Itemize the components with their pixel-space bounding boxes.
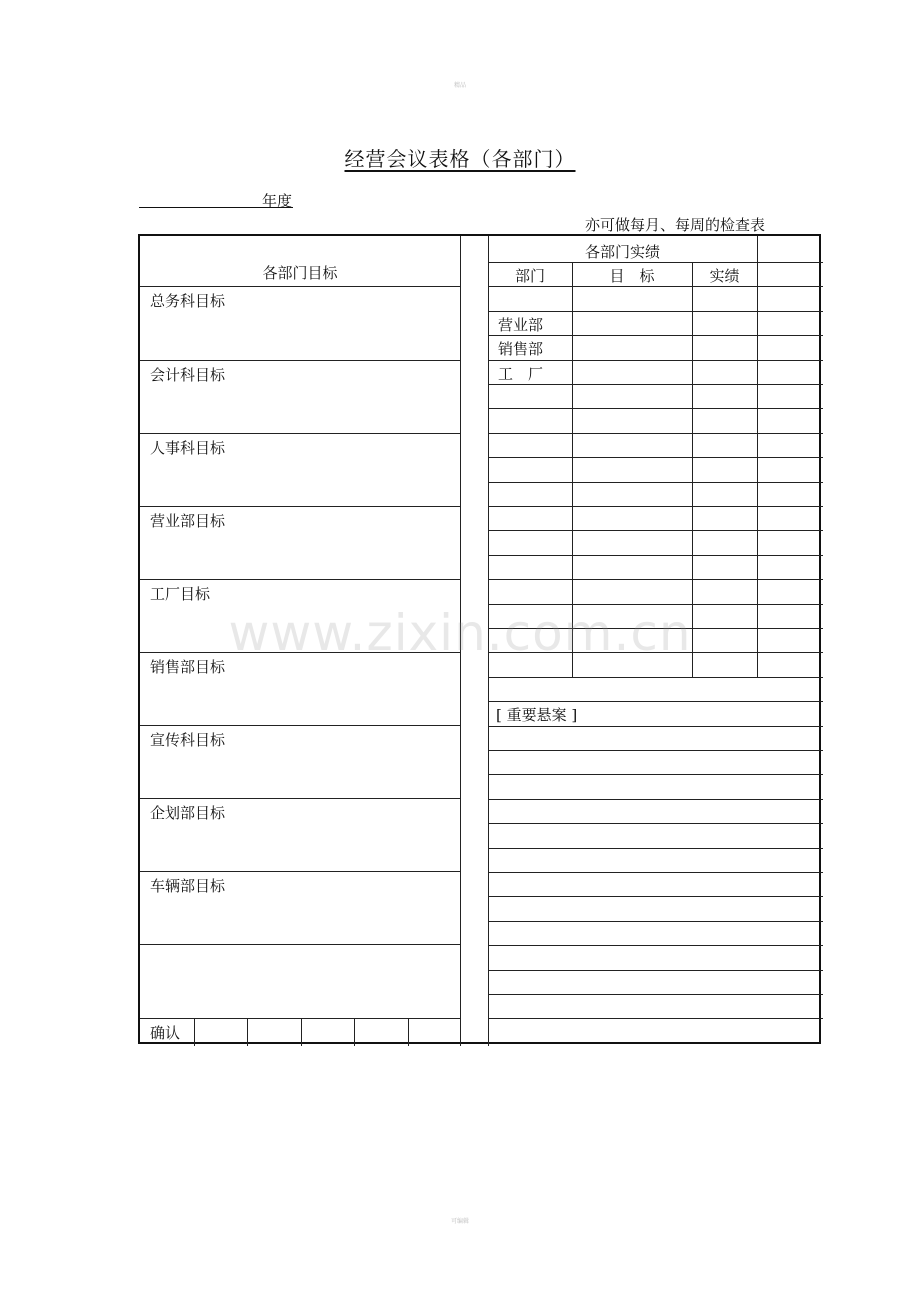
issue-line[interactable] <box>488 848 823 872</box>
results-cell[interactable] <box>572 408 692 433</box>
confirm-signature-cell[interactable] <box>194 1018 247 1046</box>
dept-row-label: 销售部 <box>498 340 544 358</box>
issue-line[interactable] <box>488 872 823 896</box>
confirm-label: 确认 <box>150 1024 181 1042</box>
results-cell[interactable] <box>488 579 572 604</box>
results-cell[interactable] <box>692 360 757 384</box>
issue-line[interactable] <box>488 921 823 945</box>
goal-section-label: 会计科目标 <box>150 366 226 384</box>
results-cell[interactable] <box>692 335 757 360</box>
results-group-header: 各部门实绩 <box>584 243 660 261</box>
year-label: 年度 <box>262 192 293 210</box>
page-title: 经营会议表格（各部门） <box>344 147 576 171</box>
results-col-header: 实绩 <box>709 267 740 285</box>
results-cell[interactable] <box>757 408 823 433</box>
results-cell[interactable] <box>692 555 757 579</box>
results-cell[interactable] <box>572 433 692 457</box>
usage-note: 亦可做每月、每周的检查表 <box>585 216 766 234</box>
dept-row-label: 营业部 <box>498 316 544 334</box>
results-cell[interactable] <box>757 384 823 408</box>
issue-line[interactable] <box>488 823 823 848</box>
results-cell[interactable] <box>692 506 757 530</box>
results-cell[interactable] <box>572 457 692 482</box>
issue-line[interactable] <box>488 774 823 799</box>
confirm-signature-cell[interactable] <box>301 1018 354 1046</box>
goal-section-label: 营业部目标 <box>150 512 226 530</box>
results-col-header: 目 标 <box>609 267 655 285</box>
goal-section-label: 车辆部目标 <box>150 877 226 895</box>
results-cell[interactable] <box>572 335 692 360</box>
issue-line[interactable] <box>488 970 823 994</box>
header-mark: 精品 <box>453 82 466 89</box>
results-cell[interactable] <box>757 579 823 604</box>
results-cell[interactable] <box>757 335 823 360</box>
results-col-header: 部门 <box>514 267 545 285</box>
goal-section-label: 销售部目标 <box>150 658 226 676</box>
results-cell[interactable] <box>757 482 823 506</box>
results-cell[interactable] <box>572 555 692 579</box>
results-cell[interactable] <box>488 555 572 579</box>
results-cell[interactable] <box>692 384 757 408</box>
footer-mark: 可编辑 <box>450 1218 469 1225</box>
confirm-signature-cell[interactable] <box>247 1018 301 1046</box>
goal-section-label: 工厂目标 <box>150 585 211 603</box>
right-header-line <box>488 262 823 263</box>
results-cell[interactable] <box>572 311 692 335</box>
right-row-line <box>488 286 823 287</box>
results-cell[interactable] <box>488 433 572 457</box>
results-cell[interactable] <box>757 311 823 335</box>
results-cell[interactable] <box>757 530 823 555</box>
results-cell[interactable] <box>572 506 692 530</box>
issue-line[interactable] <box>488 945 823 970</box>
results-cell[interactable] <box>757 433 823 457</box>
results-cell[interactable] <box>692 482 757 506</box>
results-cell[interactable] <box>692 457 757 482</box>
results-cell[interactable] <box>757 506 823 530</box>
results-cell[interactable] <box>488 506 572 530</box>
results-cell[interactable] <box>572 579 692 604</box>
issue-line[interactable] <box>488 726 823 750</box>
results-cell[interactable] <box>488 457 572 482</box>
watermark: www.zixin.com.cn <box>228 604 692 662</box>
goal-section-label: 企划部目标 <box>150 804 226 822</box>
results-cell[interactable] <box>488 384 572 408</box>
goal-section-box[interactable] <box>140 944 460 1018</box>
results-cell[interactable] <box>692 530 757 555</box>
goal-section-label: 宣传科目标 <box>150 731 226 749</box>
issue-line[interactable] <box>488 896 823 921</box>
issue-line[interactable] <box>488 701 823 726</box>
issue-line[interactable] <box>488 994 823 1018</box>
results-cell[interactable] <box>692 579 757 604</box>
issue-line[interactable] <box>488 799 823 823</box>
results-cell[interactable] <box>488 482 572 506</box>
results-cell[interactable] <box>572 360 692 384</box>
left-panel-header: 各部门目标 <box>262 264 338 282</box>
results-cell[interactable] <box>757 360 823 384</box>
right-row-line <box>488 677 823 678</box>
goal-section-label: 总务科目标 <box>150 292 226 310</box>
results-cell[interactable] <box>488 530 572 555</box>
goal-section-label: 人事科目标 <box>150 439 226 457</box>
results-cell[interactable] <box>757 457 823 482</box>
confirm-signature-cell[interactable] <box>354 1018 408 1046</box>
right-row-line <box>488 1018 823 1019</box>
issues-section-label: [ 重要悬案 ] <box>496 706 578 724</box>
dept-row-label: 工 厂 <box>498 365 544 383</box>
results-cell[interactable] <box>757 555 823 579</box>
issue-line[interactable] <box>488 750 823 774</box>
results-cell[interactable] <box>572 530 692 555</box>
results-cell[interactable] <box>572 384 692 408</box>
results-cell[interactable] <box>692 311 757 335</box>
results-cell[interactable] <box>572 482 692 506</box>
results-cell[interactable] <box>488 408 572 433</box>
confirm-signature-cell[interactable] <box>408 1018 460 1046</box>
results-cell[interactable] <box>692 433 757 457</box>
results-cell[interactable] <box>692 408 757 433</box>
